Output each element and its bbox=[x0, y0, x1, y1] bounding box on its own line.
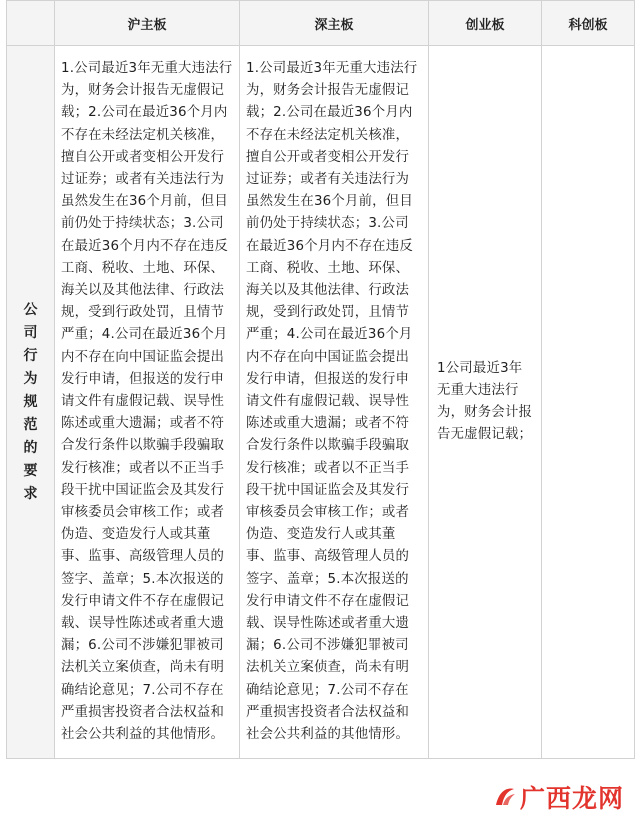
table-header-row bbox=[7, 1, 635, 46]
row-label-cell bbox=[7, 46, 55, 759]
cell-sz-main: 1.公司最近3年无重大违法行为，财务会计报告无虚假记载；2.公司在最近36个月内不存在未经法定机关核准，擅自公开或者变相公开发行过证券；或者有关违法行为虽然发生在36个月前，但目前仍处于持续状态；3.公司在最近36个月内不存在违反工商、税收、土地、环保、海关以及其他法律、行政法规，受到行政处罚，且情节严重；4.公司在最近36个月内不存在向中国证监会提出发行申请，但报送的发行申请文件有虚假记载、误导性陈述或重大遗漏；或者不符合发行条件以欺骗手段骗取发行核准；或者以不正当手段干扰中国证监会及其发行审核委员会审核工作；或者伪造、变造发行人或其董事、监事、高级管理人员的签字、盖章；5.本次报送的发行申请文件不存在虚假记载、误导性陈述或者重大遗漏；6.公司不涉嫌犯罪被司法机关立案侦查，尚未有明确结论意见；7.公司不存在严重损害投资者合法权益和社会公共利益的其他情形。 bbox=[240, 46, 429, 759]
cell-star-market bbox=[542, 46, 635, 759]
table-row bbox=[7, 46, 635, 759]
header-sh-main: 沪主板 bbox=[55, 1, 240, 46]
guangxi-longwang-logo-icon bbox=[493, 785, 517, 809]
cell-chinext: 1公司最近3年无重大违法行为，财务会计报告无虚假记载； bbox=[429, 46, 542, 759]
watermark-text: 广西龙网 bbox=[519, 784, 624, 813]
header-corner bbox=[7, 1, 55, 46]
header-sz-main: 深主板 bbox=[240, 1, 429, 46]
watermark bbox=[493, 779, 624, 815]
cell-sh-main: 1.公司最近3年无重大违法行为，财务会计报告无虚假记载；2.公司在最近36个月内不存在未经法定机关核准，擅自公开或者变相公开发行过证券；或者有关违法行为虽然发生在36个月前，但目前仍处于持续状态；3.公司在最近36个月内不存在违反工商、税收、土地、环保、海关以及其他法律、行政法规，受到行政处罚，且情节严重；4.公司在最近36个月内不存在向中国证监会提出发行申请，但报送的发行申请文件有虚假记载、误导性陈述或重大遗漏；或者不符合发行条件以欺骗手段骗取发行核准；或者以不正当手段干扰中国证监会及其发行审核委员会审核工作；或者伪造、变造发行人或其董事、监事、高级管理人员的签字、盖章；5.本次报送的发行申请文件不存在虚假记载、误导性陈述或者重大遗漏；6.公司不涉嫌犯罪被司法机关立案侦查，尚未有明确结论意见；7.公司不存在严重损害投资者合法权益和社会公共利益的其他情形。 bbox=[55, 46, 240, 759]
header-chinext: 创业板 bbox=[429, 1, 542, 46]
comparison-table bbox=[6, 0, 635, 759]
header-star-market: 科创板 bbox=[542, 1, 635, 46]
row-label: 公司行为规范的要求 bbox=[23, 301, 38, 502]
